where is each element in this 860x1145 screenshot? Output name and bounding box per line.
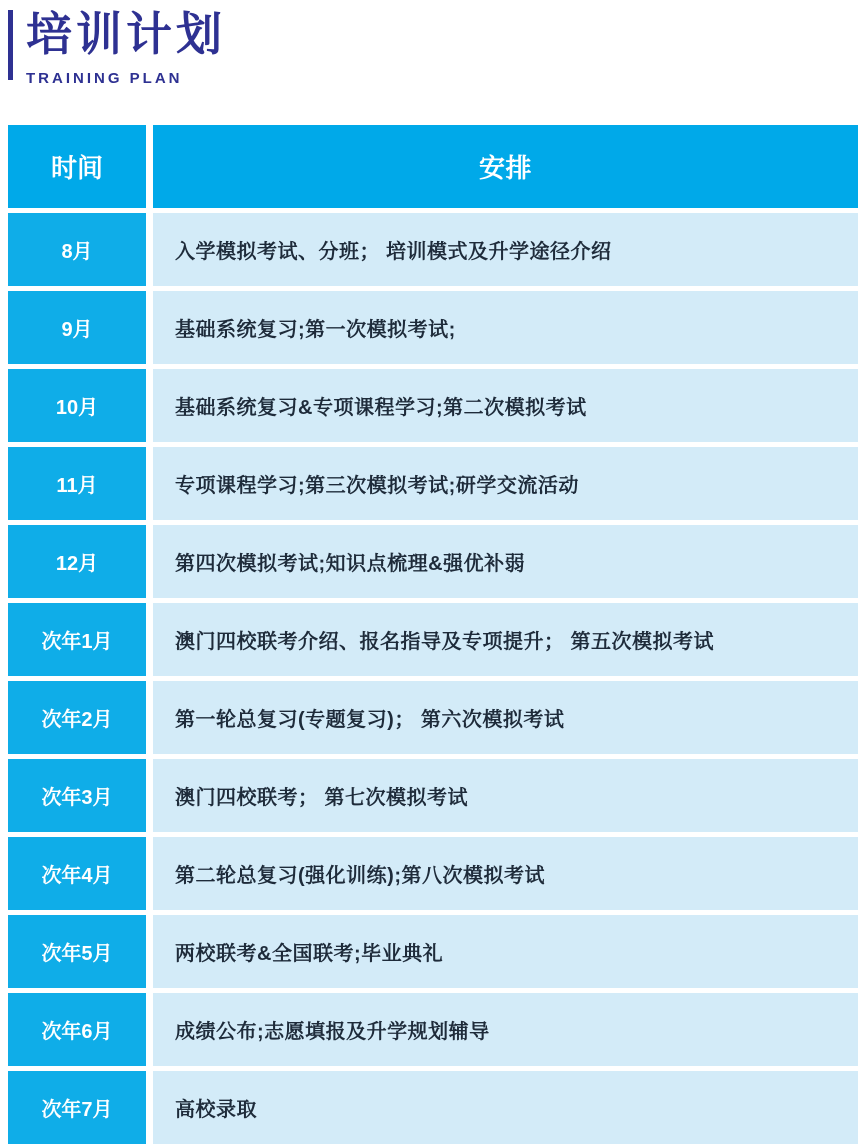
table-row [8, 291, 858, 364]
plan-cell: 第四次模拟考试;知识点梳理&强优补弱 [153, 525, 858, 598]
table-row [8, 759, 858, 832]
time-cell: 次年5月 [8, 915, 146, 988]
table-row [8, 1071, 858, 1144]
table-row [8, 993, 858, 1066]
table-row [8, 915, 858, 988]
plan-cell: 基础系统复习;第一次模拟考试; [153, 291, 858, 364]
time-cell: 9月 [8, 291, 146, 364]
time-cell: 10月 [8, 369, 146, 442]
plan-cell: 澳门四校联考； 第七次模拟考试 [153, 759, 858, 832]
time-cell: 次年2月 [8, 681, 146, 754]
title-group [13, 8, 226, 87]
training-plan-table [8, 125, 858, 1145]
table-row [8, 213, 858, 286]
time-cell: 次年3月 [8, 759, 146, 832]
time-cell: 8月 [8, 213, 146, 286]
time-cell: 11月 [8, 447, 146, 520]
plan-cell: 基础系统复习&专项课程学习;第二次模拟考试 [153, 369, 858, 442]
time-cell: 次年1月 [8, 603, 146, 676]
table-row [8, 837, 858, 910]
page-title: 培训计划 [26, 8, 226, 60]
plan-cell: 澳门四校联考介绍、报名指导及专项提升； 第五次模拟考试 [153, 603, 858, 676]
time-cell: 次年6月 [8, 993, 146, 1066]
table-row [8, 369, 858, 442]
page-subtitle: TRAINING PLAN [26, 69, 183, 87]
plan-cell: 两校联考&全国联考;毕业典礼 [153, 915, 858, 988]
plan-cell: 成绩公布;志愿填报及升学规划辅导 [153, 993, 858, 1066]
time-cell: 次年7月 [8, 1071, 146, 1144]
plan-cell: 第一轮总复习(专题复习)； 第六次模拟考试 [153, 681, 858, 754]
page-header [8, 8, 226, 87]
table-row [8, 681, 858, 754]
table-row [8, 525, 858, 598]
plan-cell: 入学模拟考试、分班； 培训模式及升学途径介绍 [153, 213, 858, 286]
plan-column-header: 安排 [153, 125, 858, 208]
table-header-row [8, 125, 858, 208]
plan-cell: 高校录取 [153, 1071, 858, 1144]
plan-cell: 专项课程学习;第三次模拟考试;研学交流活动 [153, 447, 858, 520]
table-row [8, 603, 858, 676]
time-column-header: 时间 [8, 125, 146, 208]
time-cell: 次年4月 [8, 837, 146, 910]
table-row [8, 447, 858, 520]
plan-cell: 第二轮总复习(强化训练);第八次模拟考试 [153, 837, 858, 910]
time-cell: 12月 [8, 525, 146, 598]
table-body [8, 213, 858, 1144]
